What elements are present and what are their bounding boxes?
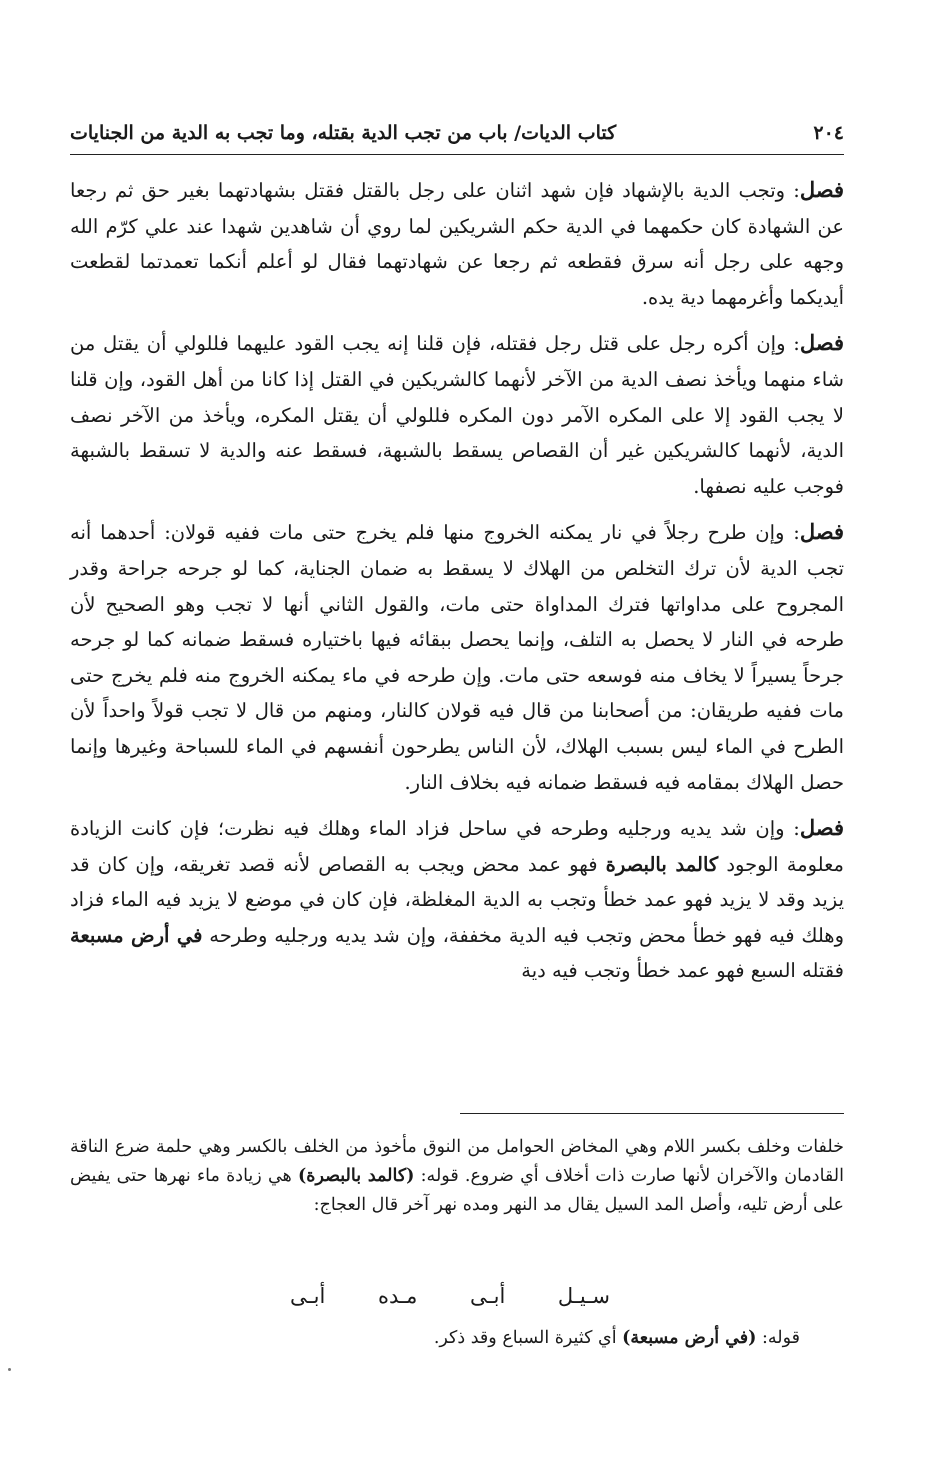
paragraph-text: : وإن طرح رجلاً في نار يمكنه الخروج منها فلم يخرج حتى مات ففيه قولان: أحدهما أنه تجب الدية لأن ترك التخلص من الهلاك لا يسقط به ضمان الجناية، كما لو جرحه جراحة وقدر المجروح على مداواتها فترك المداواة حتى مات، والقول الثاني أنها لا تجب وهو الصحيح لأن طرحه في النار لا يحصل به التلف، وإنما يحصل ببقائه فيها باختياره فسقط ضمانه كما لو جرحه جرحاً يسيراً لا يخاف منه فوسعه حتى مات. وإن طرحه في ماء يمكنه الخروج منه فلم يخرج حتى مات ففيه طريقان: من أصحابنا من قال فيه قولان كالنار، ومنهم من قال لا تجب قولاً واحداً لأن الطرح في الماء ليس بسبب الهلاك، لأن الناس يطرحون أنفسهم في الماء للسباحة وغيرها وإنما حصل الهلاك بمقامه فيه فسقط ضمانه فيه بخلاف النار. <box>70 521 844 794</box>
paragraph-2 <box>70 325 844 504</box>
running-title: كتاب الديات/ باب من تجب الدية بقتله، وما تجب به الدية من الجنايات <box>70 122 617 144</box>
verse-word: أبـى <box>469 1284 506 1308</box>
emphasis-term: في أرض مسبعة <box>70 923 203 947</box>
section-heading: فصل <box>799 177 844 202</box>
footnote-1 <box>70 1133 844 1220</box>
section-heading: فصل <box>799 815 844 841</box>
page-number: ٢٠٤ <box>813 122 844 144</box>
paragraph-text: : وإن شد يديه ورجليه وطرحه في ساحل فزاد الماء وهلك فيه نظرت؛ فإن كانت الزيادة معلومة الوجود <box>70 817 844 876</box>
paragraph-4 <box>70 810 844 989</box>
section-heading: فصل <box>799 519 844 545</box>
verse-word: أبـى <box>290 1284 326 1308</box>
paragraph-3 <box>70 514 844 800</box>
footnote-text: قوله: <box>756 1328 800 1348</box>
main-text <box>70 172 844 999</box>
page-header <box>70 118 844 155</box>
footnote-divider <box>460 1113 844 1114</box>
footnotes <box>70 1133 844 1220</box>
footnote-2 <box>300 1324 800 1353</box>
footnote-text: أي كثيرة السباع وقد ذكر. <box>433 1328 623 1348</box>
poetry-verse <box>290 1284 610 1318</box>
footnote-term: (كالمد بالبصرة) <box>298 1166 415 1186</box>
verse-word: مـده <box>377 1284 418 1308</box>
paragraph-text: : وإن أكره رجل على قتل رجل فقتله، فإن قلنا إنه يجب القود عليهما فللولي أن يقتل من شاء منهما ويأخذ نصف الدية من الآخر لأنهما كالشريكين في القتل إذا كانا من أهل القود، وإن قلنا لا يجب القود إلا على المكره الآمر دون المكره فللولي أن يقتل المكره، ويأخذ من الآخر نصف الدية، لأنهما كالشريكين غير أن القصاص يسقط بالشبهة، فسقط عنه والدية لا تسقط بالشبهة فوجب عليه نصفها. <box>70 332 844 498</box>
section-heading: فصل <box>799 330 844 356</box>
footnote-text: هي زيادة ماء نهرها حتى يفيض على أرض تليه، وأصل المد السيل يقال مد النهر ومده نهر آخر قال العجاج: <box>70 1166 844 1215</box>
paragraph-text: فقتله السبع فهو عمد خطأ وتجب فيه دية <box>521 959 844 983</box>
verse-word: سـيـل <box>557 1284 610 1308</box>
footnote-text: خلفات وخلف بكسر اللام وهي المخاض الحوامل من النوق مأخوذ من الخلف بالكسر وهي حلمة ضرع الناقة القادمان والآخران لأنها صارت ذات أخلاف أي ضروع. قوله: <box>70 1137 844 1186</box>
paragraph-text: : وتجب الدية بالإشهاد فإن شهد اثنان على رجل بالقتل فقتل بشهادتهما بغير حق ثم رجعا عن الشهادة كان حكمهما في الدية حكم الشريكين لما روي أن شاهدين شهدا عند علي كرّم الله وجهه على رجل أنه سرق فقطعه ثم رجعا عن شهادتهما فقال لو أعلم أنكما تعمدتما لقطعت أيديكما وأغرمهما دية يده. <box>70 179 844 309</box>
emphasis-term: كالمد بالبصرة <box>605 852 719 876</box>
paragraph-1 <box>70 172 844 315</box>
footnote-term: (في أرض مسبعة) <box>622 1328 757 1348</box>
scan-speck <box>8 1368 11 1371</box>
paragraph-text: فهو عمد محض ويجب به القصاص لأنه قصد تغريقه، وإن كان قد يزيد وقد لا يزيد فهو عمد خطأ وتجب به الدية المغلظة، فإن كان في موضع لا يزيد فيه الماء فزاد وهلك فيه فهو خطأ محض وتجب فيه الدية مخففة، وإن شد يديه ورجليه وطرحه <box>70 852 844 947</box>
